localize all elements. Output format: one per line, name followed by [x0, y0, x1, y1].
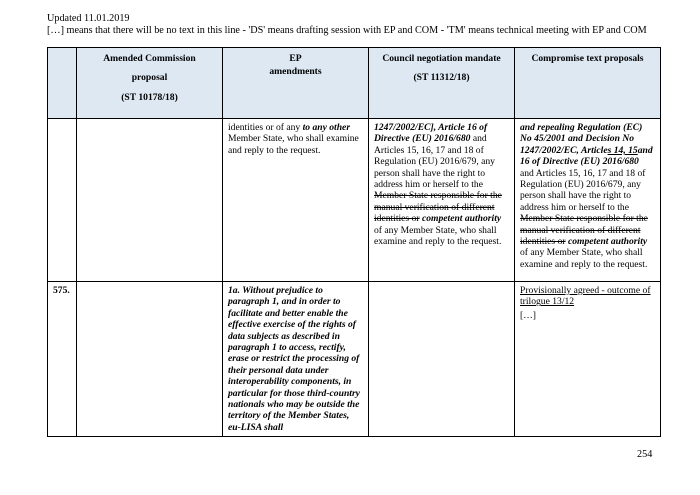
ep-cell: identities or of any to any other Member State, who shall examine and reply to the request.	[223, 119, 369, 282]
updated-date: Updated 11.01.2019	[47, 13, 130, 24]
page-number: 254	[637, 449, 653, 460]
header-council-mandate: Council negotiation mandate (ST 11312/18)	[369, 48, 515, 119]
header-legend: […] means that there will be no text in this line - 'DS' means drafting session with EP and COM - 'TM' means technical meeting with EP and COM	[47, 24, 647, 36]
table-header-row	[48, 48, 661, 119]
compromise-cell	[515, 282, 661, 437]
negotiation-table	[47, 47, 661, 437]
commission-cell	[77, 119, 223, 282]
header-ep-amendments: EP amendments	[223, 48, 369, 119]
compromise-cell: and repealing Regulation (EC) No 45/2001 and Decision No 1247/2002/EC, Articles 14, 15and 16 of Directive (EU) 2016/680 and Articles 15, 16, 17 and 18 of Regulation (EU) 2016/679, any person shall have the right to address him or herself to the Member State responsible for the manual verification of different identities or competent authority of any Member State, who shall examine and reply to the request.	[515, 119, 661, 282]
page-header	[47, 13, 647, 36]
agreement-status: Provisionally agreed - outcome of trilogue 13/12	[520, 285, 651, 308]
council-cell: 1247/2002/EC], Article 16 of Directive (EU) 2016/680 and Articles 15, 16, 17 and 18 of Regulation (EU) 2016/679, any person shall have the right to address him or herself to the Member State responsible for the manual verification of different identities or competent authority of any Member State, who shall examine and reply to the request.	[369, 119, 515, 282]
commission-cell	[77, 282, 223, 437]
header-compromise-text: Compromise text proposals	[515, 48, 661, 119]
ellipsis-text: […]	[520, 309, 536, 321]
table-row	[48, 282, 661, 437]
header-commission-proposal: Amended Commission proposal (ST 10178/18)	[77, 48, 223, 119]
table-row	[48, 119, 661, 282]
ep-cell: 1a. Without prejudice to paragraph 1, and in order to facilitate and better enable the effective exercise of the rights of data subjects as described in paragraph 1 to access, rectify, erase or restrict the processing of their personal data under interoperability components, in particular for those third-country nationals who may be outside the territory of the Member States, eu-LISA shall	[223, 282, 369, 437]
row-number-cell	[48, 119, 77, 282]
row-number-cell: 575.	[48, 282, 77, 437]
header-number-cell	[48, 48, 77, 119]
council-cell	[369, 282, 515, 437]
